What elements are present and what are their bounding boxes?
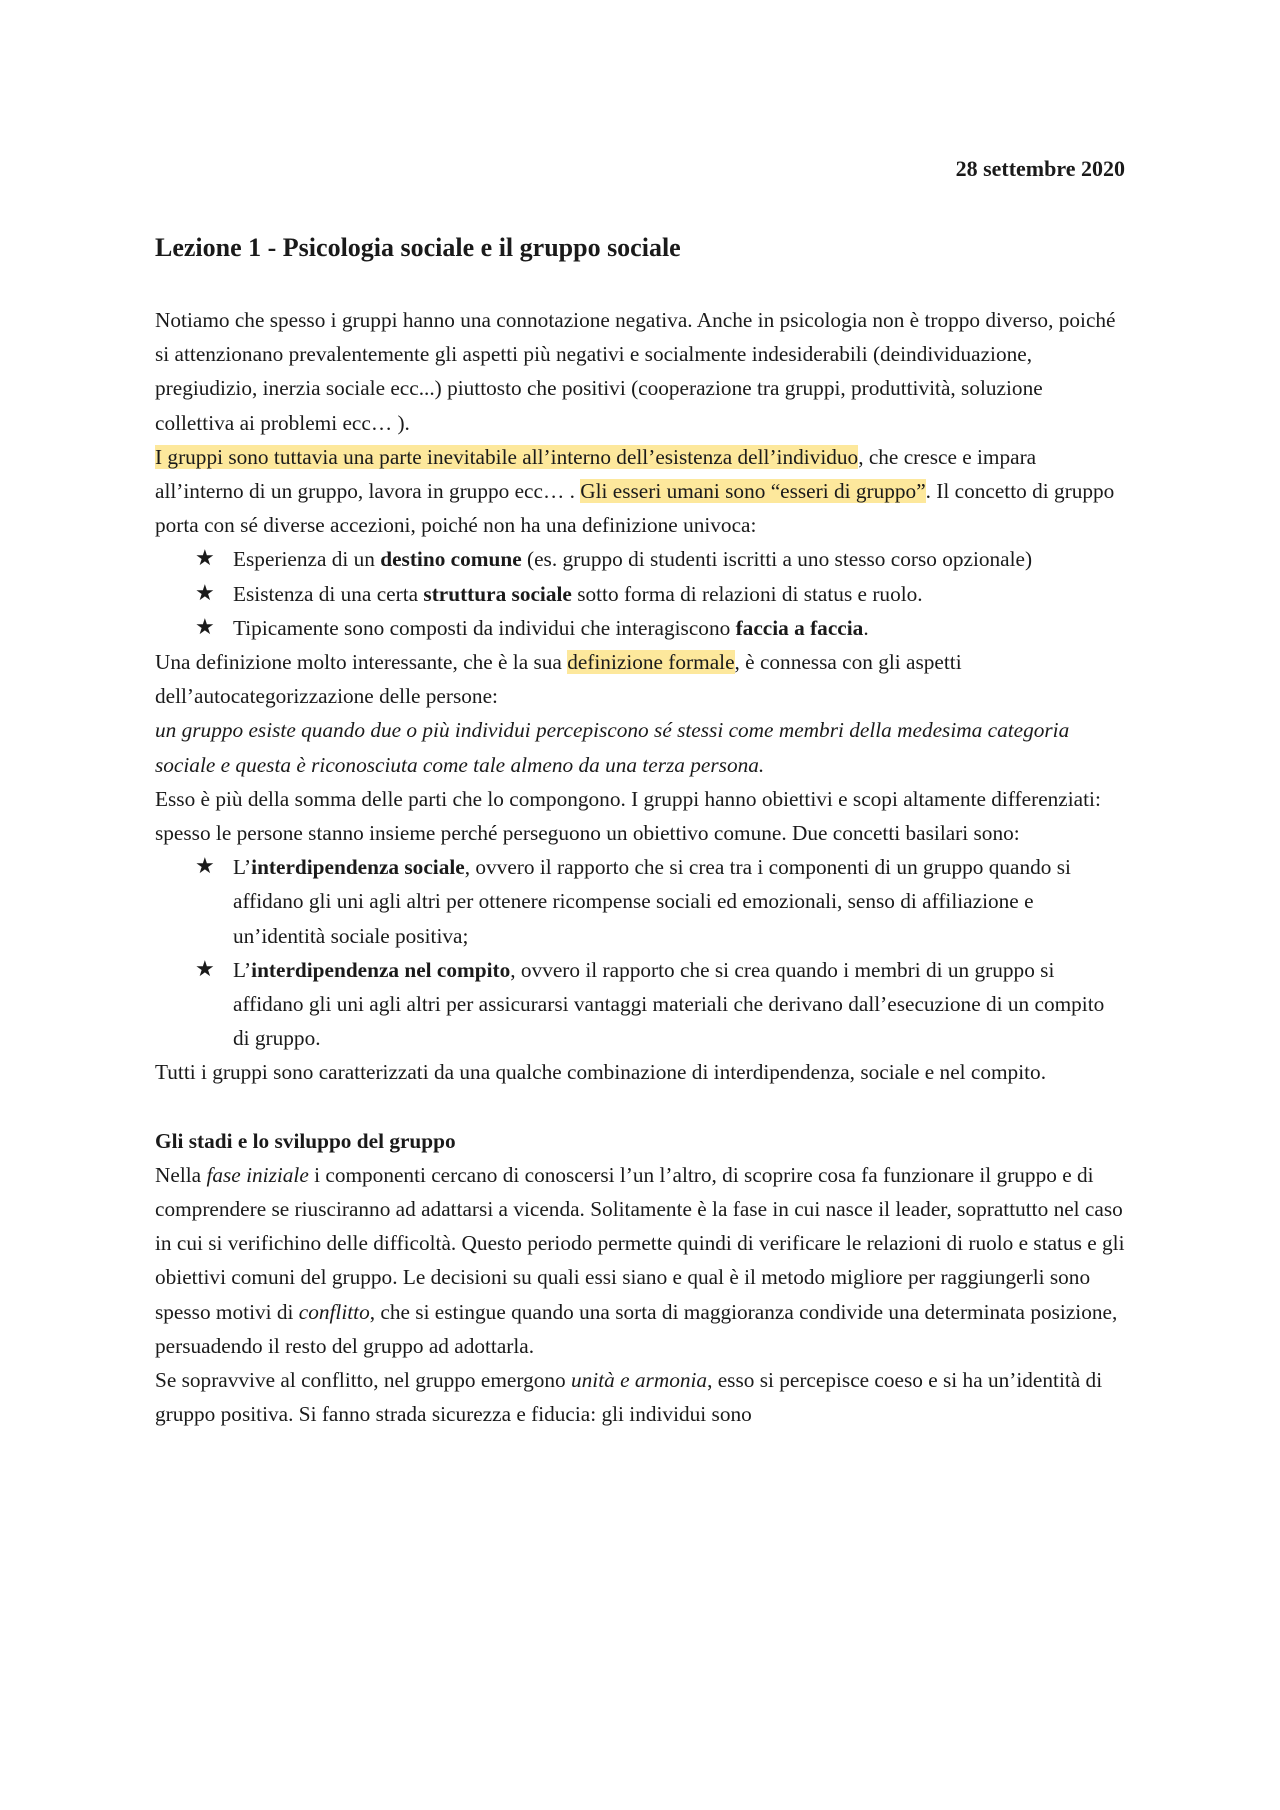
list-item — [195, 542, 1125, 576]
paragraph-text: Nella — [155, 1162, 207, 1187]
list-item-bold: destino comune — [380, 547, 522, 572]
highlighted-text: Gli esseri umani sono “esseri di gruppo” — [580, 479, 926, 504]
list-item-text: (es. gruppo di studenti iscritti a uno stesso corso opzionale) — [521, 547, 1033, 572]
page-title: Lezione 1 - Psicologia sociale e il gruppo sociale — [155, 233, 681, 262]
paragraph-unity — [155, 1363, 1125, 1431]
black-star-icon: ★ — [195, 956, 215, 982]
list-item — [195, 953, 1125, 1056]
highlighted-text: I gruppi sono tuttavia una parte inevitabile all’interno dell’esistenza dell’individuo — [155, 444, 859, 469]
list-item-text: sotto forma di relazioni di status e ruolo. — [571, 581, 923, 606]
paragraph-text: Se sopravvive al conflitto, nel gruppo emergono — [155, 1368, 571, 1393]
list-item — [195, 611, 1125, 645]
paragraph-text: , che si estingue quando una sorta di maggioranza condivide una determinata posizione, persuadendo il resto del gruppo ad adottarla. — [155, 1299, 1118, 1358]
paragraph-text: , che cresce e impara all’interno di un gruppo, lavora in gruppo ecc… . — [155, 444, 1037, 504]
list-item-text: , ovvero il rapporto che si crea quando i membri di un gruppo si affidano gli uni agli altri per assicurarsi vantaggi materiali che derivano dall’esecuzione di un compito di gruppo. — [233, 957, 1105, 1051]
list-item-bold: struttura sociale — [423, 581, 572, 606]
section-heading: Gli stadi e lo sviluppo del gruppo — [155, 1128, 456, 1153]
paragraph-text: , esso si percepisce coeso e si ha un’identità di gruppo positiva. Si fanno strada sicurezza e fiducia: gli individui sono — [155, 1368, 1103, 1427]
paragraph-intro: Notiamo che spesso i gruppi hanno una connotazione negativa. Anche in psicologia non è troppo diverso, poiché si attenzionano prevalentemente gli aspetti più negativi e socialmente indesiderabili (deindividuazione, pregiudizio, inerzia sociale ecc...) piuttosto che positivi (cooperazione tra gruppi, produttività, soluzione collettiva ai problemi ecc… ). — [155, 308, 1116, 435]
document-date: 28 settembre 2020 — [955, 156, 1125, 181]
list-item — [195, 850, 1125, 953]
list-item-text: Esistenza di una certa — [233, 581, 424, 606]
list-item — [195, 577, 1125, 611]
list-item-text: Tipicamente sono composti da individui che interagiscono — [233, 615, 736, 640]
highlighted-text: definizione formale — [567, 650, 735, 675]
paragraph-summary: Tutti i gruppi sono caratterizzati da una qualche combinazione di interdipendenza, sociale e nel compito. — [155, 1060, 1047, 1085]
paragraph-groups-inevitable — [155, 440, 1125, 543]
italic-text: conflitto — [298, 1299, 370, 1324]
list-item-text: L’ — [233, 957, 252, 982]
italic-text: fase iniziale — [206, 1162, 309, 1187]
definition-quote: un gruppo esiste quando due o più individui percepiscono sé stessi come membri della medesima categoria sociale e questa è riconosciuta come tale almeno da una terza persona. — [155, 718, 1070, 777]
black-star-icon: ★ — [195, 614, 215, 640]
black-star-icon: ★ — [195, 580, 215, 606]
paragraph-text: Una definizione molto interessante, che è la sua — [155, 650, 568, 675]
list-item-text: Esperienza di un — [233, 547, 381, 572]
list-item-bold: faccia a faccia — [735, 615, 864, 640]
list-item-text: , ovvero il rapporto che si crea tra i componenti di un gruppo quando si affidano gli uni agli altri per ottenere ricompense sociali ed emozionali, senso di affiliazione e un’identità sociale positiva; — [233, 855, 1071, 948]
paragraph-text: . Il concetto di gruppo porta con sé diverse accezioni, poiché non ha una definizione univoca: — [155, 479, 1115, 538]
black-star-icon: ★ — [195, 546, 215, 572]
italic-text: unità e armonia — [571, 1368, 708, 1393]
paragraph-formal-definition — [155, 645, 1125, 713]
document-body — [155, 303, 1125, 1432]
paragraph-text: , è connessa con gli aspetti dell’autocategorizzazione delle persone: — [155, 650, 962, 709]
paragraph-text: i componenti cercano di conoscersi l’un l’altro, di scoprire cosa fa funzionare il gruppo e di comprendere se riusciranno ad adattarsi a vicenda. Solitamente è la fase in cui nasce il leader, soprattutto nel caso in cui si verifichino delle difficoltà. Questo periodo permette quindi di verificare le relazioni di ruolo e status e gli obiettivi comuni del gruppo. Le decisioni su quali essi siano e qual è il metodo migliore per raggiungerli sono spesso motivi di — [155, 1162, 1125, 1324]
list-item-text: . — [863, 615, 869, 640]
list-item-bold: interdipendenza sociale — [251, 855, 465, 880]
black-star-icon: ★ — [195, 854, 215, 880]
paragraph-initial-phase — [155, 1158, 1125, 1363]
list-item-text: L’ — [233, 855, 252, 880]
interdependence-list — [155, 850, 1125, 1055]
list-item-bold: interdipendenza nel compito — [251, 957, 511, 982]
definition-list — [155, 542, 1125, 645]
paragraph-sum-of-parts: Esso è più della somma delle parti che lo compongono. I gruppi hanno obiettivi e scopi altamente differenziati: spesso le persone stanno insieme perché perseguono un obiettivo comune. Due concetti basilari sono: — [155, 786, 1101, 846]
